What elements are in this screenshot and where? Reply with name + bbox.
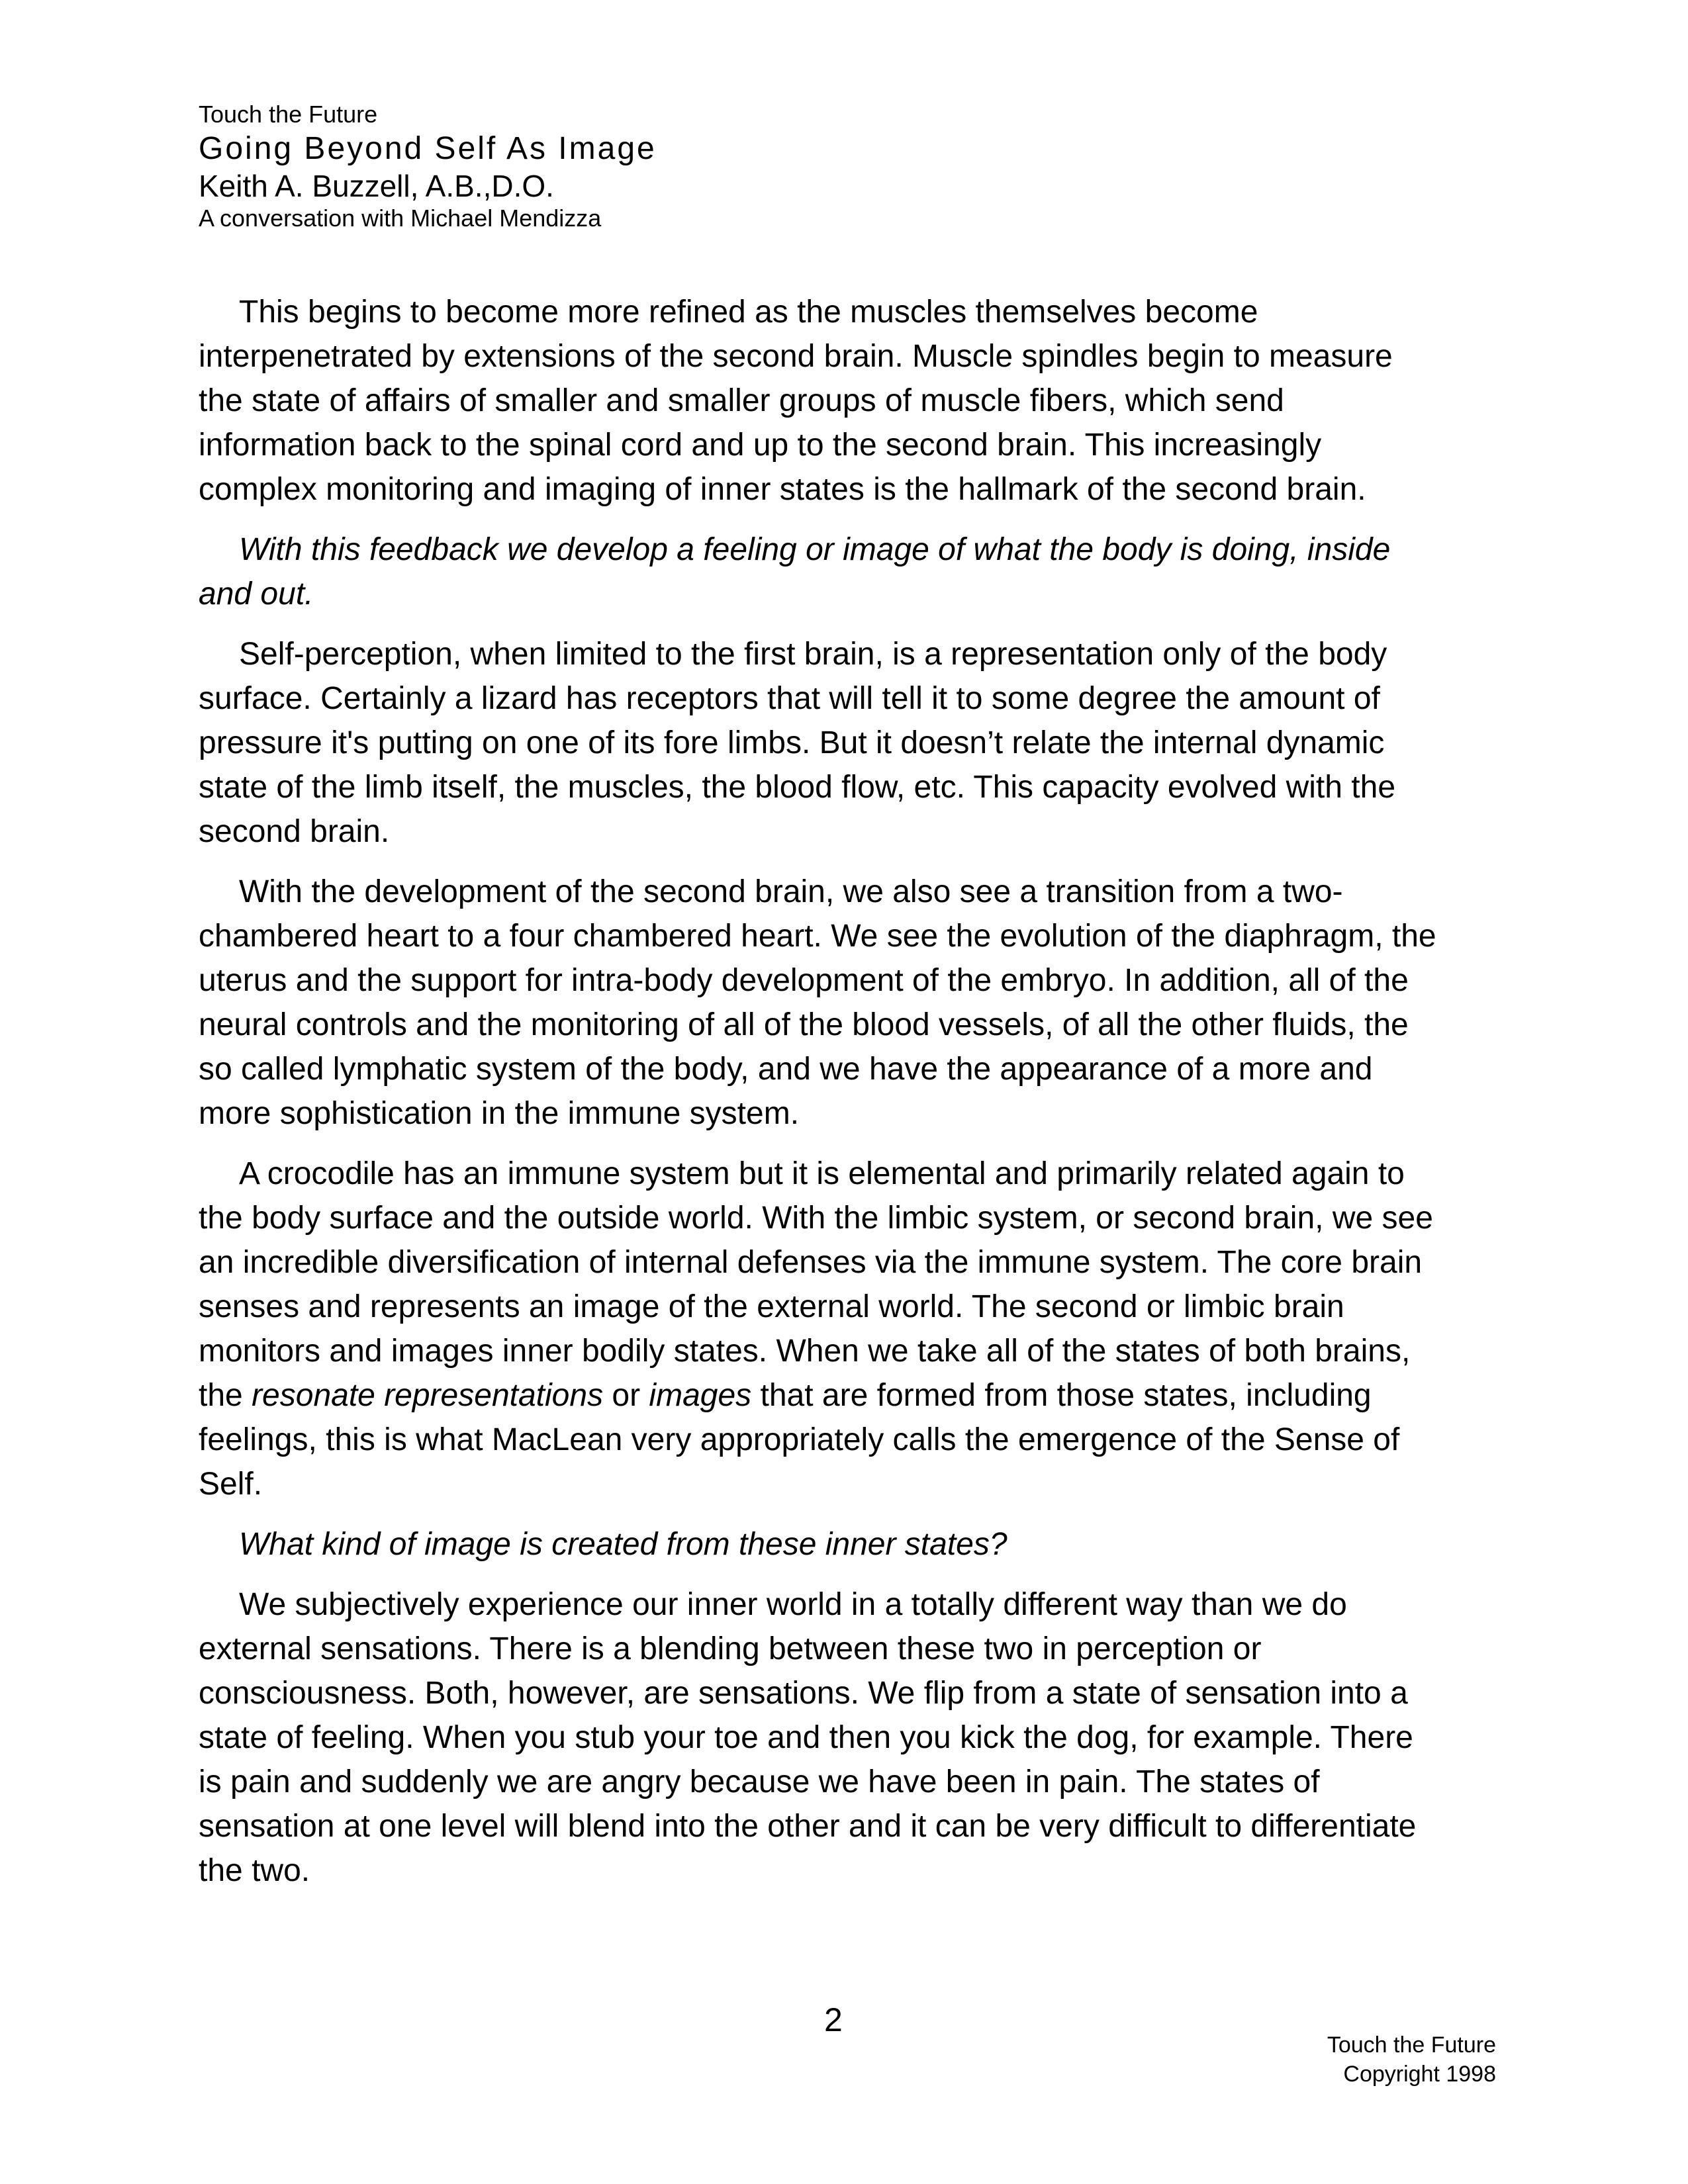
emphasis-text: resonate representations [252,1378,604,1413]
text-run: or [603,1378,649,1413]
text-line: interpenetrated by extensions of the second brain. Muscle spindles begin to measure [199,339,1393,374]
text-line: external sensations. There is a blending between these two in perception or [199,1631,1262,1666]
interviewer-question-2 [199,1522,1496,1567]
text-line: sensation at one level will blend into the other and it can be very difficult to differentiate [199,1809,1417,1844]
text-line: Self-perception, when limited to the first brain, is a representation only of the body [239,637,1387,672]
text-run: that are formed from those states, including [751,1378,1372,1413]
paragraph-1 [199,290,1496,512]
text-line: senses and represents an image of the external world. The second or limbic brain [199,1289,1344,1324]
page-title: Going Beyond Self As Image [199,131,657,166]
text-line: more sophistication in the immune system. [199,1096,800,1131]
author-line: Keith A. Buzzell, A.B.,D.O. [199,169,554,203]
text-line: the two. [199,1853,310,1888]
paragraph-7 [199,1582,1496,1893]
text-line: consciousness. Both, however, are sensations. We flip from a state of sensation into a [199,1676,1408,1711]
interviewer-question-1 [199,527,1496,616]
text-line: neural controls and the monitoring of all of the blood vessels, of all the other fluids, the [199,1007,1409,1042]
text-line: complex monitoring and imaging of inner states is the hallmark of the second brain. [199,472,1366,507]
text-line: surface. Certainly a lizard has receptors that will tell it to some degree the amount of [199,681,1380,716]
text-line: and out. [199,576,314,612]
text-line: the body surface and the outside world. With the limbic system, or second brain, we see [199,1201,1433,1236]
text-line: chambered heart to a four chambered heart. We see the evolution of the diaphragm, the [199,919,1436,954]
text-run: the [199,1378,252,1413]
text-line: This begins to become more refined as the muscles themselves become [239,295,1258,330]
page-number: 2 [824,2001,843,2038]
text-line: monitors and images inner bodily states. When we take all of the states of both brains, [199,1334,1411,1369]
text-line: information back to the spinal cord and up to the second brain. This increasingly [199,428,1322,463]
text-line: With the development of the second brain, we also see a transition from a two- [239,874,1343,909]
footer-series: Touch the Future [1327,2032,1496,2058]
text-line: state of feeling. When you stub your toe and then you kick the dog, for example. There [199,1720,1413,1755]
text-line: state of the limb itself, the muscles, the blood flow, etc. This capacity evolved with the [199,770,1396,805]
subtitle-line: A conversation with Michael Mendizza [199,205,602,232]
paragraph-4 [199,870,1496,1136]
footer-credit [1327,2030,1496,2089]
emphasis-text: images [649,1378,752,1413]
footer-copyright: Copyright 1998 [1343,2062,1496,2087]
text-line: the state of affairs of smaller and smaller groups of muscle fibers, which send [199,383,1284,418]
text-line: uterus and the support for intra-body development of the embryo. In addition, all of the [199,963,1409,998]
text-line: With this feedback we develop a feeling or image of what the body is doing, inside [239,532,1391,567]
text-line: A crocodile has an immune system but it is elemental and primarily related again to [239,1156,1405,1191]
text-line: pressure it's putting on one of its fore limbs. But it doesn’t relate the internal dynamic [199,725,1385,760]
document-header [199,99,657,233]
text-line: Self. [199,1467,263,1502]
text-line: second brain. [199,814,390,849]
text-line: feelings, this is what MacLean very appropriately calls the emergence of the Sense of [199,1422,1400,1457]
text-line: is pain and suddenly we are angry because we have been in pain. The states of [199,1764,1320,1799]
paragraph-3 [199,632,1496,854]
text-line: an incredible diversification of internal defenses via the immune system. The core brain [199,1245,1423,1280]
text-line: so called lymphatic system of the body, and we have the appearance of a more and [199,1052,1373,1087]
text-line [199,1373,1496,1418]
series-name: Touch the Future [199,101,378,128]
text-line: What kind of image is created from these inner states? [239,1527,1008,1562]
paragraph-5 [199,1152,1496,1506]
document-body [199,290,1496,1909]
text-line: We subjectively experience our inner world in a totally different way than we do [239,1587,1347,1622]
